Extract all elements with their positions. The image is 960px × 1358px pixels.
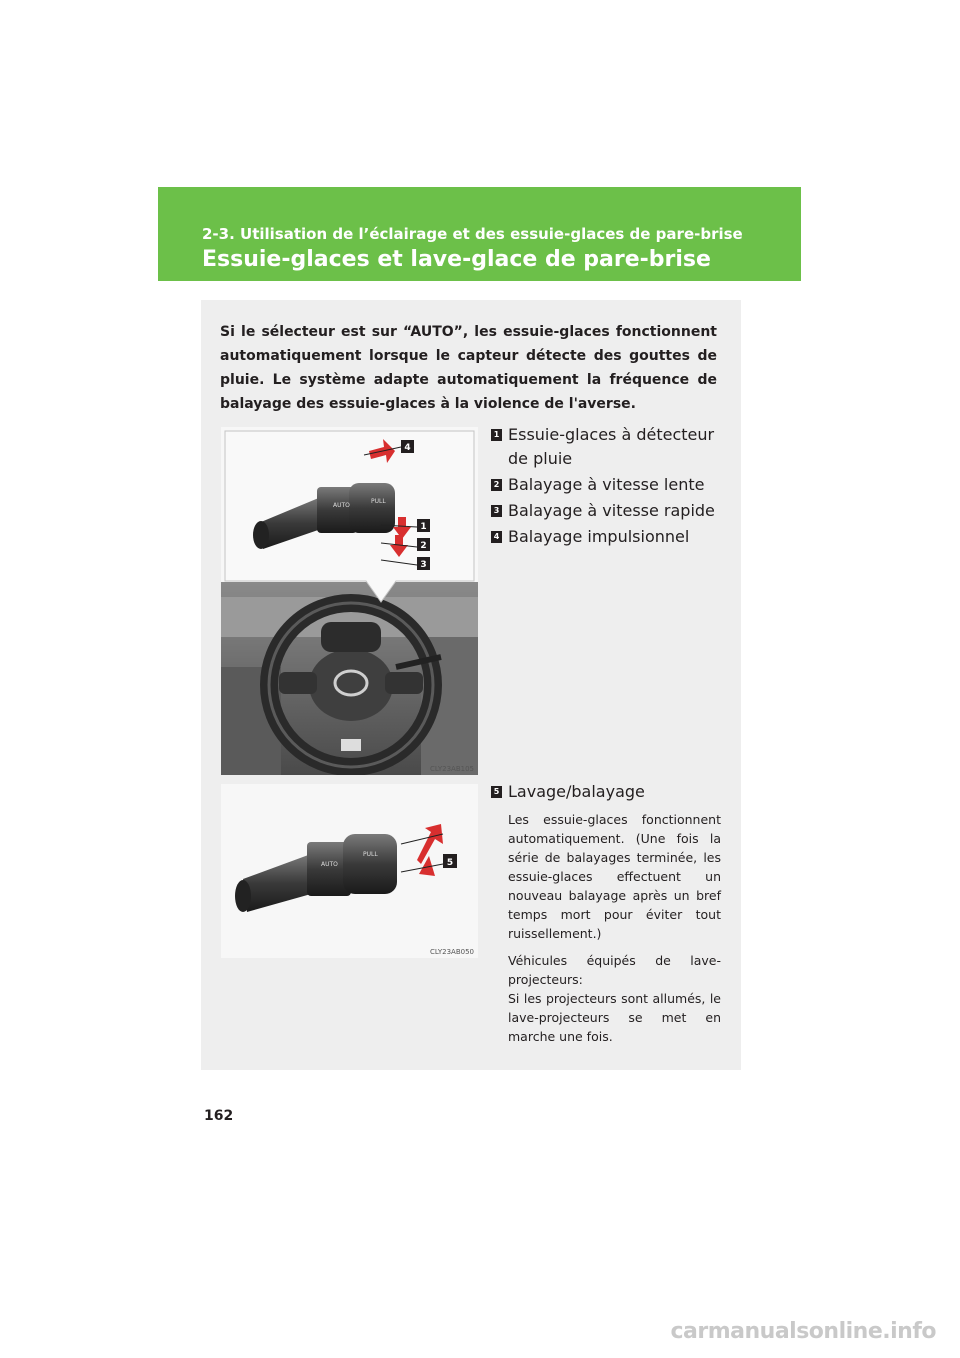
item-number-badge: 5	[491, 786, 502, 798]
item-number-badge: 1	[491, 429, 502, 441]
svg-text:4: 4	[404, 443, 411, 453]
svg-text:AUTO: AUTO	[333, 502, 350, 509]
svg-text:2: 2	[420, 541, 427, 551]
callout-3	[417, 557, 430, 570]
header-band	[158, 187, 801, 281]
svg-text:3: 3	[420, 560, 427, 570]
washer-description	[491, 810, 721, 1046]
item-label: Balayage impulsionnel	[508, 527, 690, 546]
list-item	[491, 499, 721, 523]
section-label: 2-3. Utilisation de l’éclairage et des essuie-glaces de pare-brise	[202, 225, 743, 243]
list-item	[491, 423, 721, 471]
wiper-mode-list	[491, 423, 721, 551]
svg-text:PULL: PULL	[363, 851, 378, 858]
content-box	[201, 300, 741, 1070]
item-label: Lavage/balayage	[508, 782, 645, 801]
washer-lever-figure	[221, 784, 478, 958]
svg-text:1: 1	[420, 522, 427, 532]
watermark: carmanualsonline.info	[670, 1319, 936, 1344]
list-item	[491, 525, 721, 549]
svg-text:5: 5	[446, 858, 454, 868]
figure-code: CLY23AB105	[430, 765, 474, 773]
wiper-lever-figure	[221, 427, 478, 775]
callout-5	[443, 854, 457, 868]
washer-lever-illustration	[221, 784, 478, 958]
washer-item	[491, 780, 721, 1054]
item-number-badge: 2	[491, 479, 502, 491]
description-paragraph: Les essuie-glaces fonctionnent automatiquement. (Une fois la série de balayages terminée, les essuie-glaces effectuent un nouveau balayage après un bref temps mort pour éviter tout ruissellement.)	[508, 812, 721, 941]
intro-paragraph: Si le sélecteur est sur “AUTO”, les essuie-glaces fonctionnent automatiquement lorsque le capteur détecte des gouttes de pluie. Le système adapte automatiquement la fréquence de balayage des essuie-glaces à la violence de l'averse.	[220, 324, 717, 412]
callout-1	[417, 519, 430, 532]
item-label: Essuie-glaces à détecteur de pluie	[508, 425, 715, 468]
item-number-badge: 4	[491, 531, 502, 543]
svg-text:AUTO: AUTO	[321, 861, 338, 868]
description-paragraph: Si les projecteurs sont allumés, le lave-projecteurs se met en marche une fois.	[508, 991, 721, 1044]
page-number: 162	[204, 1108, 234, 1124]
list-item	[491, 473, 721, 497]
callout-4	[401, 440, 414, 453]
figure-code: CLY23AB050	[430, 948, 474, 956]
page-title: Essuie-glaces et lave-glace de pare-brise	[202, 247, 711, 272]
item-number-badge: 3	[491, 505, 502, 517]
wiper-lever-illustration	[221, 427, 478, 775]
callout-2	[417, 538, 430, 551]
description-paragraph: Véhicules équipés de lave-projecteurs:	[508, 953, 721, 987]
item-label: Balayage à vitesse lente	[508, 475, 705, 494]
svg-text:PULL: PULL	[371, 498, 386, 505]
item-label: Balayage à vitesse rapide	[508, 501, 715, 520]
list-item	[491, 780, 721, 804]
